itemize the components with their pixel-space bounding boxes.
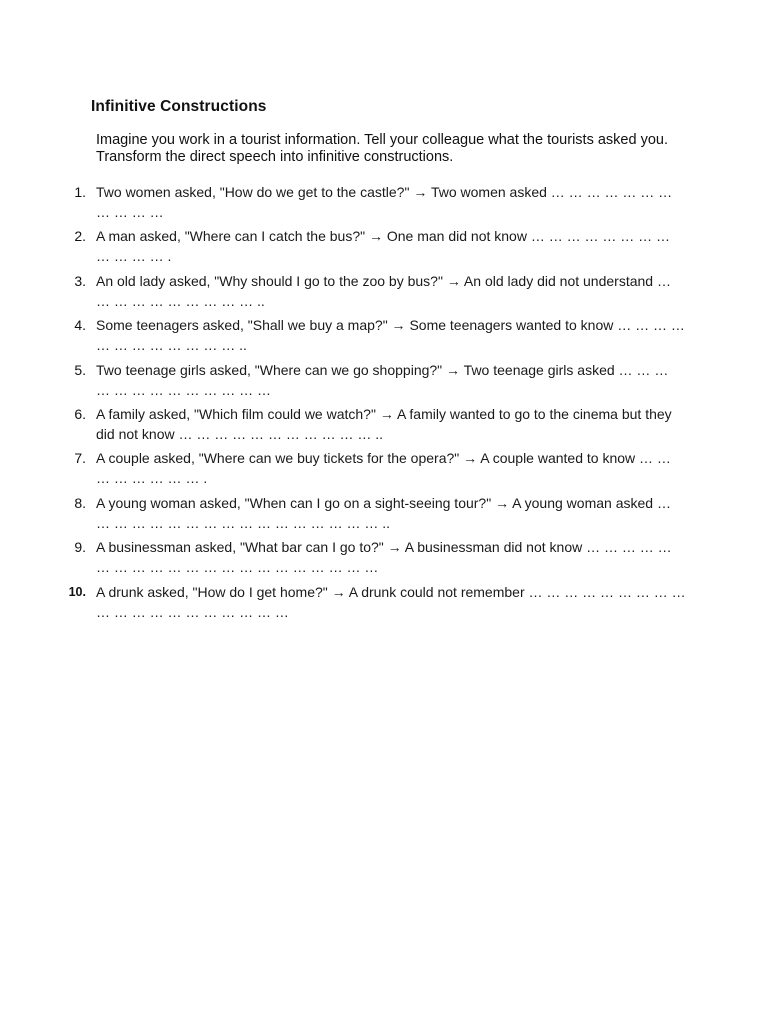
item-number: 1.: [74, 184, 86, 200]
item-text: A family asked, "Which film could we watch?" → A family wanted to go to the cinema but they did not know … … … … … … … … … … … ..: [96, 405, 672, 442]
item-text: A drunk asked, "How do I get home?" → A drunk could not remember … … … … … … … … … … … … … … … … … … … …: [96, 583, 686, 620]
exercise-item-6: [0, 404, 768, 448]
exercise-item-2: [0, 226, 768, 270]
item-number: 7.: [74, 450, 86, 467]
item-text: Two women asked, "How do we get to the castle?" → Two women asked … … … … … … … … … … …: [96, 184, 673, 220]
exercise-item-7: [0, 448, 768, 492]
page-title: Infinitive Constructions: [91, 98, 267, 115]
item-number: 5.: [74, 361, 86, 378]
exercise-item-5: [0, 360, 768, 404]
exercise-item-8: [0, 493, 768, 537]
item-text: Two teenage girls asked, "Where can we go shopping?" → Two teenage girls asked … … … … … … … … … … … … …: [96, 361, 669, 398]
item-number: 2.: [74, 228, 86, 245]
item-text: Some teenagers asked, "Shall we buy a map?" → Some teenagers wanted to know … … … … … … … … … … … … ..: [96, 317, 685, 354]
item-text: A couple asked, "Where can we buy tickets for the opera?" → A couple wanted to know … … … … … … … … .: [96, 450, 671, 487]
item-number: 9.: [74, 539, 86, 556]
instructions: Imagine you work in a tourist information. Tell your colleague what the tourists asked you. Transform the direct speech into infinitive constructions.: [96, 132, 668, 165]
exercise-item-4: [0, 315, 768, 359]
exercise-item-1: [0, 182, 768, 226]
item-text: A businessman asked, "What bar can I go to?" → A businessman did not know … … … … … … … … … … … … … … … … … … … … …: [96, 539, 672, 576]
item-number: 10.: [68, 584, 86, 599]
item-text: A man asked, "Where can I catch the bus?" → One man did not know … … … … … … … … … … … … .: [96, 228, 671, 265]
exercise-item-9: [0, 537, 768, 581]
item-number: 4.: [74, 317, 86, 334]
item-text: A young woman asked, "When can I go on a sight-seeing tour?" → A young woman asked … … … … … … … … … … … … … … … … … ..: [96, 494, 671, 531]
item-number: 6.: [74, 405, 86, 422]
exercise-list: [0, 182, 768, 626]
item-number: 3.: [74, 272, 86, 289]
exercise-item-3: [0, 271, 768, 315]
item-text: An old lady asked, "Why should I go to the zoo by bus?" → An old lady did not understand … … … … … … … … … … ..: [96, 272, 671, 309]
item-number: 8.: [74, 494, 86, 511]
exercise-item-10: [0, 582, 768, 626]
